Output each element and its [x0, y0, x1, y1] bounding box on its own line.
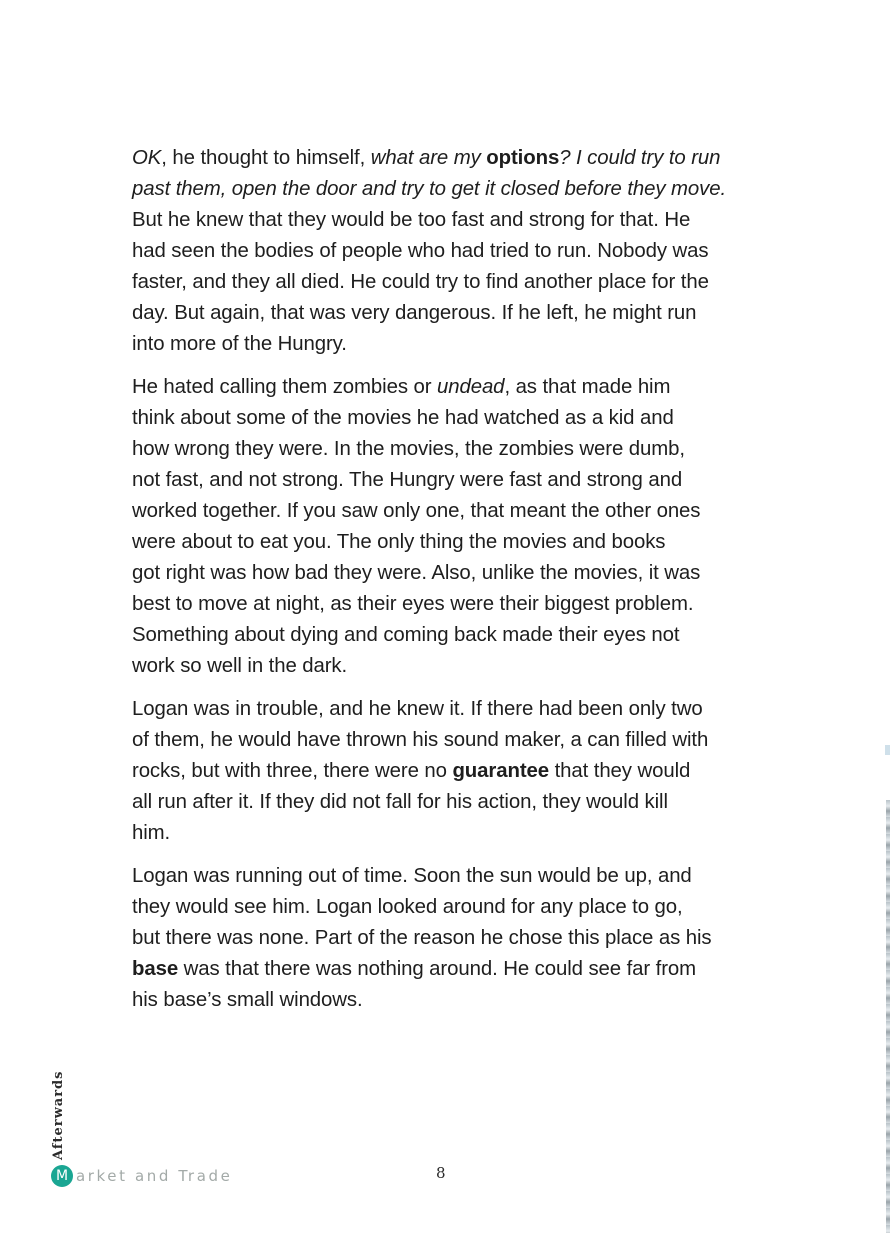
text-line: [132, 298, 760, 329]
text-line: [132, 694, 760, 725]
text-line: [132, 589, 760, 620]
italic-text: ? I could try to run: [559, 147, 721, 169]
text-run: Logan was in trouble, and he knew it. If there had been only two: [132, 698, 703, 720]
text-run: , as that made him: [504, 376, 671, 398]
text-line: [132, 465, 760, 496]
text-line: [132, 236, 760, 267]
series-name: arket and Trade: [76, 1167, 233, 1185]
text-run: But he knew that they would be too fast and strong for that. He: [132, 209, 691, 231]
text-run: not fast, and not strong. The Hungry were fast and strong and: [132, 469, 683, 491]
text-line: [132, 496, 760, 527]
text-run: rocks, but with three, there were no: [132, 760, 453, 782]
italic-text: what are my: [370, 147, 487, 169]
vocabulary-word: base: [132, 958, 179, 980]
text-run: best to move at night, as their eyes were their biggest problem.: [132, 593, 694, 615]
text-line: [132, 818, 760, 849]
paragraph: [132, 694, 760, 849]
text-run: He hated calling them zombies or: [132, 376, 437, 398]
text-line: [132, 143, 760, 174]
text-run: got right was how bad they were. Also, unlike the movies, it was: [132, 562, 701, 584]
text-run: think about some of the movies he had watched as a kid and: [132, 407, 674, 429]
text-line: [132, 954, 760, 985]
text-line: [132, 923, 760, 954]
text-line: [132, 267, 760, 298]
text-line: [132, 558, 760, 589]
text-run: was that there was nothing around. He could see far from: [178, 958, 697, 980]
text-line: [132, 403, 760, 434]
text-run: of them, he would have thrown his sound maker, a can filled with: [132, 729, 709, 751]
text-run: all run after it. If they did not fall for his action, they would kill: [132, 791, 668, 813]
text-line: [132, 651, 760, 682]
text-line: [132, 861, 760, 892]
text-line: [132, 372, 760, 403]
paragraph: [132, 372, 760, 682]
text-line: [132, 329, 760, 360]
text-line: [132, 725, 760, 756]
text-line: [132, 985, 760, 1016]
text-line: [132, 174, 760, 205]
text-run: into more of the Hungry.: [132, 333, 347, 355]
adjacent-page-edge: [883, 745, 890, 1233]
text-run: work so well in the dark.: [132, 655, 348, 677]
text-run: worked together. If you saw only one, that meant the other ones: [132, 500, 701, 522]
text-run: but there was none. Part of the reason he chose this place as his: [132, 927, 712, 949]
italic-text: past them, open the door and try to get it closed before they move.: [132, 178, 727, 200]
text-run: that they would: [549, 760, 691, 782]
text-run: his base’s small windows.: [132, 989, 363, 1011]
page-number: 8: [436, 1164, 446, 1182]
italic-text: OK: [132, 147, 162, 169]
text-run: Logan was running out of time. Soon the sun would be up, and: [132, 865, 692, 887]
text-line: [132, 205, 760, 236]
paragraph: [132, 143, 760, 360]
text-line: [132, 787, 760, 818]
book-title-vertical: Afterwards: [51, 1070, 66, 1160]
body-text: [132, 143, 760, 1028]
text-run: Something about dying and coming back made their eyes not: [132, 624, 680, 646]
text-run: faster, and they all died. He could try to find another place for the: [132, 271, 709, 293]
text-run: how wrong they were. In the movies, the zombies were dumb,: [132, 438, 685, 460]
vocabulary-word: guarantee: [452, 760, 550, 782]
text-line: [132, 892, 760, 923]
text-run: day. But again, that was very dangerous. If he left, he might run: [132, 302, 697, 324]
text-line: [132, 756, 760, 787]
text-run: him.: [132, 822, 171, 844]
adjacent-page-image-strip: [886, 800, 890, 1233]
text-line: [132, 527, 760, 558]
text-line: [132, 620, 760, 651]
text-line: [132, 434, 760, 465]
vocabulary-word: options: [486, 147, 560, 169]
series-initial-badge: M: [51, 1165, 73, 1187]
paragraph: [132, 861, 760, 1016]
text-run: were about to eat you. The only thing the movies and books: [132, 531, 666, 553]
text-run: , he thought to himself,: [161, 147, 371, 169]
adjacent-page-image-edge: [885, 745, 890, 755]
text-run: they would see him. Logan looked around for any place to go,: [132, 896, 683, 918]
series-label: [51, 1164, 232, 1188]
italic-text: undead: [436, 376, 505, 398]
text-run: had seen the bodies of people who had tried to run. Nobody was: [132, 240, 709, 262]
